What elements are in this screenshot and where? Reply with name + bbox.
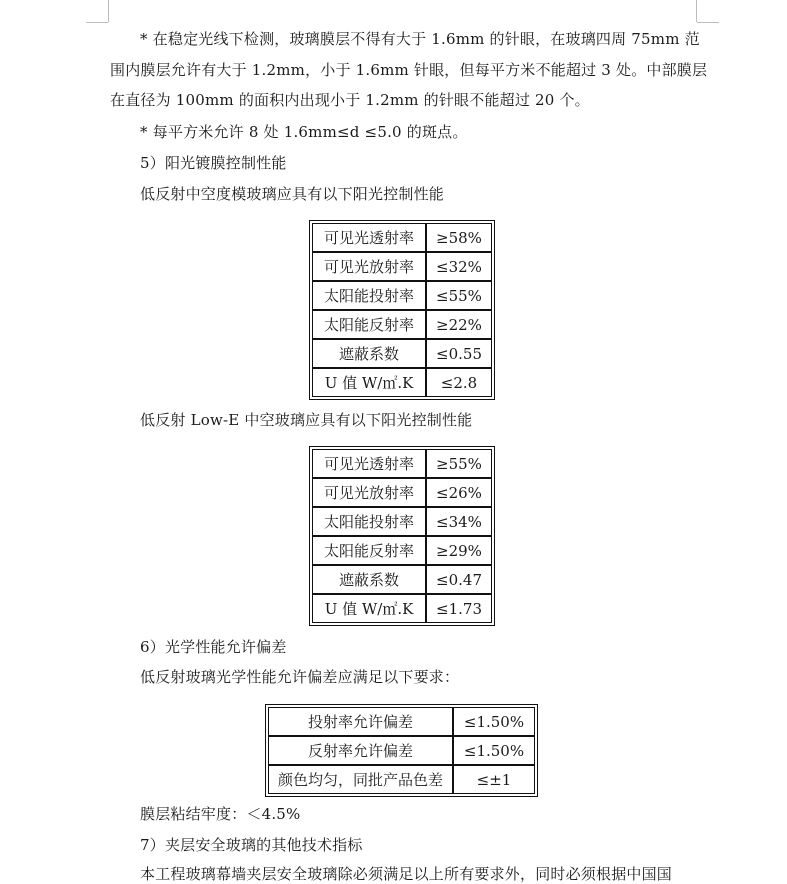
paragraph-pinhole-line-1: * 在稳定光线下检测，玻璃膜层不得有大于 1.6mm 的针眼，在玻璃四周 75mm 范 (140, 30, 700, 48)
row-label: 反射率允许偏差 (268, 736, 453, 765)
row-value: ≤0.55 (426, 339, 492, 368)
paragraph-table1-intro: 低反射中空度模玻璃应具有以下阳光控制性能 (140, 185, 445, 203)
table-row (312, 536, 492, 565)
row-label: U 值 W/㎡.K (312, 368, 426, 397)
paragraph-laminated-glass-partial: 本工程玻璃幕墙夹层安全玻璃除必须满足以上所有要求外，同时必须根据中国国 (140, 865, 673, 883)
row-value: ≤0.47 (426, 565, 492, 594)
row-value: ≤1.73 (426, 594, 492, 623)
table-row (312, 368, 492, 397)
section-heading-7: 7）夹层安全玻璃的其他技术指标 (140, 836, 363, 854)
row-value: ≤32% (426, 252, 492, 281)
row-value: ≤2.8 (426, 368, 492, 397)
row-label: 太阳能反射率 (312, 536, 426, 565)
row-value: ≤1.50% (453, 736, 535, 765)
row-label: 颜色均匀，同批产品色差 (268, 765, 453, 794)
row-label: 遮蔽系数 (312, 565, 426, 594)
table-row (268, 765, 535, 794)
table-row (312, 478, 492, 507)
section-heading-5: 5）阳光镀膜控制性能 (140, 154, 287, 172)
paragraph-bond-strength: 膜层粘结牢度：＜4.5% (140, 805, 301, 823)
table-row (312, 449, 492, 478)
optical-tolerance-table (265, 704, 538, 797)
crop-mark-top-left-vertical (108, 0, 109, 22)
paragraph-table3-intro: 低反射玻璃光学性能允许偏差应满足以下要求： (140, 668, 460, 686)
row-label: 太阳能反射率 (312, 310, 426, 339)
table-row (268, 707, 535, 736)
table-row (268, 736, 535, 765)
row-label: U 值 W/㎡.K (312, 594, 426, 623)
table-row (312, 310, 492, 339)
row-value: ≤1.50% (453, 707, 535, 736)
row-label: 投射率允许偏差 (268, 707, 453, 736)
crop-mark-top-right-horizontal (697, 22, 719, 23)
row-label: 可见光放射率 (312, 478, 426, 507)
crop-mark-top-right-vertical (696, 0, 697, 22)
row-label: 可见光透射率 (312, 449, 426, 478)
paragraph-pinhole-line-2: 围内膜层允许有大于 1.2mm，小于 1.6mm 针眼，但每平方米不能超过 3 处。中部膜层 (110, 61, 708, 79)
row-label: 可见光放射率 (312, 252, 426, 281)
paragraph-pinhole-line-3: 在直径为 100mm 的面积内出现小于 1.2mm 的针眼不能超过 20 个。 (110, 91, 590, 109)
table-row (312, 252, 492, 281)
table-row (312, 339, 492, 368)
section-heading-6: 6）光学性能允许偏差 (140, 638, 287, 656)
row-value: ≤34% (426, 507, 492, 536)
table-row (312, 507, 492, 536)
row-value: ≥22% (426, 310, 492, 339)
row-value: ≥55% (426, 449, 492, 478)
table-row (312, 223, 492, 252)
row-label: 遮蔽系数 (312, 339, 426, 368)
solar-control-table-2 (309, 446, 495, 626)
row-value: ≤26% (426, 478, 492, 507)
crop-mark-top-left-horizontal (86, 22, 108, 23)
row-value: ≤±1 (453, 765, 535, 794)
solar-control-table-1 (309, 220, 495, 400)
table-row (312, 594, 492, 623)
row-value: ≤55% (426, 281, 492, 310)
paragraph-table2-intro: 低反射 Low-E 中空玻璃应具有以下阳光控制性能 (140, 411, 473, 429)
row-label: 可见光透射率 (312, 223, 426, 252)
row-label: 太阳能投射率 (312, 281, 426, 310)
row-value: ≥58% (426, 223, 492, 252)
row-label: 太阳能投射率 (312, 507, 426, 536)
paragraph-spots: * 每平方米允许 8 处 1.6mm≤d ≤5.0 的斑点。 (140, 123, 468, 141)
table-row (312, 281, 492, 310)
table-row (312, 565, 492, 594)
row-value: ≥29% (426, 536, 492, 565)
